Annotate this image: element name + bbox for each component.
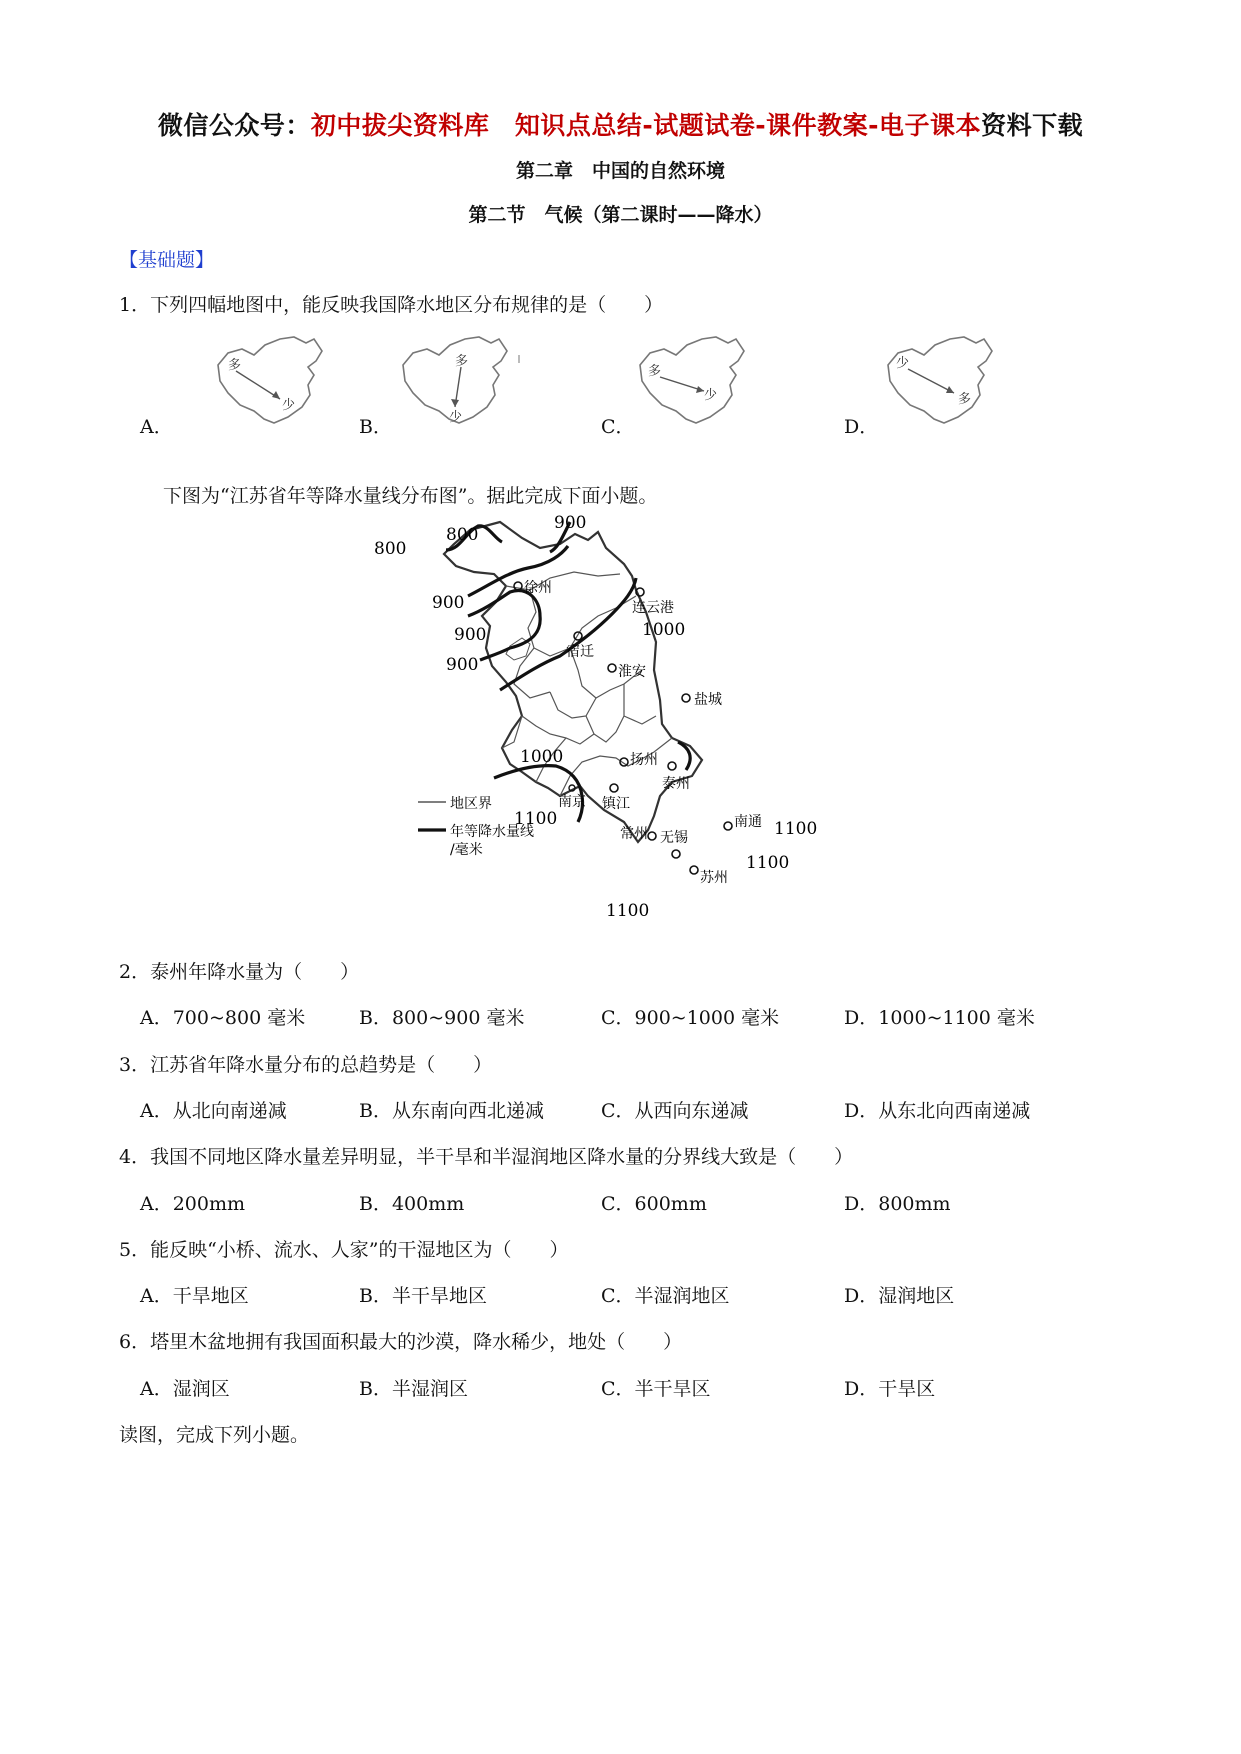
q3-option-b: B．从东南向西北递减 — [359, 1100, 544, 1122]
q5-option-b: B．半干旱地区 — [359, 1285, 487, 1307]
q6-option-a: A．湿润区 — [140, 1378, 230, 1400]
q1-map-c-bottom: 少 — [704, 388, 718, 403]
q1-map-c-top: 多 — [648, 364, 662, 379]
isoline-label-1100-east-a: 1100 — [774, 819, 818, 839]
q5-option-a: A．干旱地区 — [140, 1285, 249, 1307]
city-changzhou: 常州 — [620, 826, 648, 842]
isoline-label-1100-sw: 1100 — [514, 809, 558, 829]
question-4-stem: 4．我国不同地区降水量差异明显，半干旱和半湿润地区降水量的分界线大致是（ ） — [119, 1146, 854, 1168]
q6-option-c: C．半干旱区 — [601, 1378, 711, 1400]
chapter-title: 第二章 中国的自然环境 — [515, 160, 725, 182]
header-suffix: 资料下载 — [981, 111, 1084, 140]
q4-option-a: A．200mm — [140, 1193, 246, 1215]
isoline-label-900-c: 900 — [446, 655, 479, 675]
q1-map-a — [210, 333, 330, 432]
q6-option-d: D．干旱区 — [844, 1378, 936, 1400]
closing-instruction: 读图，完成下列小题。 — [119, 1424, 310, 1446]
page-header — [0, 106, 1241, 142]
city-wuxi: 无锡 — [660, 830, 688, 846]
q6-option-b: B．半湿润区 — [359, 1378, 468, 1400]
city-suzhou: 苏州 — [700, 870, 728, 886]
isoline-label-1000-east: 1000 — [642, 620, 686, 640]
city-nanjing: 南京 — [558, 794, 586, 810]
q4-option-b: B．400mm — [359, 1193, 465, 1215]
question-6-stem: 6．塔里木盆地拥有我国面积最大的沙漠，降水稀少，地处（ ） — [119, 1331, 683, 1353]
jiangsu-intro: 下图为“江苏省年等降水量线分布图”。据此完成下面小题。 — [163, 485, 658, 507]
city-zhenjiang: 镇江 — [602, 796, 630, 812]
legend-unit: /毫米 — [450, 842, 483, 858]
city-huaian: 淮安 — [618, 664, 646, 680]
header-prefix: 微信公众号： — [157, 111, 311, 140]
q5-option-c: C．半湿润地区 — [601, 1285, 730, 1307]
isoline-label-900-a: 900 — [432, 593, 465, 613]
q2-option-d: D．1000~1100 毫米 — [844, 1007, 1035, 1029]
q5-option-d: D．湿润地区 — [844, 1285, 955, 1307]
city-yancheng: 盐城 — [694, 692, 722, 708]
q3-option-c: C．从西向东递减 — [601, 1100, 749, 1122]
q4-option-c: C．600mm — [601, 1193, 707, 1215]
isoline-label-900-b: 900 — [454, 625, 487, 645]
q1-option-d: D． — [844, 416, 879, 438]
city-xuzhou: 徐州 — [524, 580, 552, 596]
city-lianyungang: 连云港 — [632, 600, 674, 616]
q1-map-d-top: 少 — [896, 356, 910, 371]
q2-option-a: A．700~800 毫米 — [140, 1007, 306, 1029]
q1-map-b — [395, 333, 525, 432]
isoline-label-1100-east-b: 1100 — [746, 853, 790, 873]
q1-option-c: C． — [601, 416, 635, 438]
isoline-label-1100-south: 1100 — [606, 901, 650, 921]
q1-map-d-bottom: 多 — [958, 392, 972, 407]
section-tag: 【基础题】 — [119, 249, 215, 271]
question-3-stem: 3．江苏省年降水量分布的总趋势是（ ） — [119, 1054, 493, 1076]
header-highlight: 初中拔尖资料库 知识点总结-试题试卷-课件教案-电子课本 — [310, 111, 982, 140]
legend-boundary: 地区界 — [450, 796, 492, 812]
q1-map-a-bottom: 少 — [282, 398, 296, 413]
question-2-stem: 2．泰州年降水量为（ ） — [119, 961, 360, 983]
isoline-label-900-ne: 900 — [554, 513, 587, 533]
q1-map-b-bottom: 少 — [449, 410, 463, 425]
isoline-label-800-north: 800 — [446, 525, 479, 545]
q2-option-b: B．800~900 毫米 — [359, 1007, 525, 1029]
jiangsu-isohyet-map — [374, 513, 840, 944]
legend-isoline: 年等降水量线 — [450, 824, 534, 840]
isoline-label-1000-west: 1000 — [520, 747, 564, 767]
section-title: 第二节 气候（第二课时——降水） — [468, 204, 773, 226]
q4-option-d: D．800mm — [844, 1193, 951, 1215]
q1-map-a-top: 多 — [228, 358, 242, 373]
question-5-stem: 5．能反映“小桥、流水、人家”的干湿地区为（ ） — [119, 1239, 569, 1261]
question-1-stem: 1．下列四幅地图中，能反映我国降水地区分布规律的是（ ） — [119, 294, 664, 316]
q3-option-a: A．从北向南递减 — [140, 1100, 287, 1122]
q1-map-d — [880, 333, 1000, 432]
city-suqian: 宿迁 — [566, 644, 594, 660]
city-taizhou: 泰州 — [662, 776, 690, 792]
q3-option-d: D．从东北向西南递减 — [844, 1100, 1031, 1122]
isoline-label-800-west: 800 — [374, 539, 407, 559]
q2-option-c: C．900~1000 毫米 — [601, 1007, 780, 1029]
q1-map-c — [632, 333, 752, 432]
q1-map-b-top: 多 — [455, 354, 469, 369]
q1-option-a: A． — [140, 416, 173, 438]
city-nantong: 南通 — [734, 814, 762, 830]
q1-option-b: B． — [359, 416, 392, 438]
city-yangzhou: 扬州 — [630, 752, 658, 768]
